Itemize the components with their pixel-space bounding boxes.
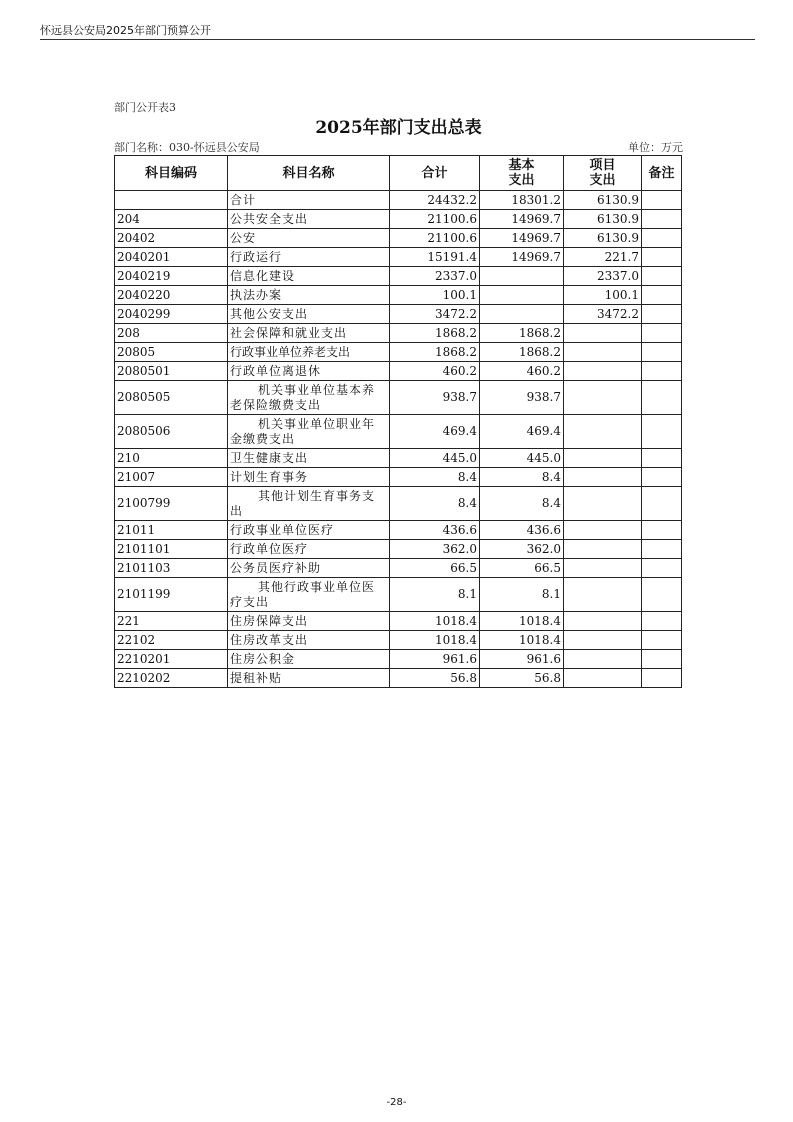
row-total: 15191.4 — [390, 248, 480, 267]
row-remark — [642, 521, 682, 540]
header-rule — [40, 39, 755, 40]
row-basic: 56.8 — [480, 669, 564, 688]
table-header-row — [115, 156, 682, 191]
row-name: 信息化建设 — [228, 267, 390, 286]
row-total: 8.1 — [390, 578, 480, 612]
page-title: 2025年部门支出总表 — [315, 118, 482, 138]
row-basic: 1868.2 — [480, 324, 564, 343]
row-code: 2040220 — [115, 286, 228, 305]
row-total: 436.6 — [390, 521, 480, 540]
row-remark — [642, 267, 682, 286]
row-basic: 460.2 — [480, 362, 564, 381]
row-remark — [642, 631, 682, 650]
row-name: 其他行政事业单位医疗支出 — [228, 578, 390, 612]
header-basic-line1: 基本 — [508, 158, 535, 173]
table-row — [115, 229, 682, 248]
row-project: 6130.9 — [564, 210, 642, 229]
row-name: 行政单位医疗 — [228, 540, 390, 559]
row-total: 1868.2 — [390, 324, 480, 343]
header-name: 科目名称 — [228, 156, 390, 191]
row-project — [564, 578, 642, 612]
row-total: 961.6 — [390, 650, 480, 669]
row-project — [564, 324, 642, 343]
row-remark — [642, 468, 682, 487]
row-name: 社会保障和就业支出 — [228, 324, 390, 343]
row-project — [564, 343, 642, 362]
row-name: 住房公积金 — [228, 650, 390, 669]
table-row — [115, 650, 682, 669]
row-project: 100.1 — [564, 286, 642, 305]
row-name: 机关事业单位职业年金缴费支出 — [228, 415, 390, 449]
row-total: 56.8 — [390, 669, 480, 688]
row-project — [564, 487, 642, 521]
table-row — [115, 343, 682, 362]
row-name: 卫生健康支出 — [228, 449, 390, 468]
header-project-line2: 支出 — [589, 173, 616, 188]
row-project — [564, 612, 642, 631]
table-row — [115, 468, 682, 487]
table-code-label: 部门公开表3 — [114, 101, 176, 114]
row-code: 2210202 — [115, 669, 228, 688]
row-basic: 14969.7 — [480, 210, 564, 229]
row-code: 2101101 — [115, 540, 228, 559]
row-code: 20402 — [115, 229, 228, 248]
row-code: 2101199 — [115, 578, 228, 612]
row-basic: 436.6 — [480, 521, 564, 540]
row-total: 21100.6 — [390, 210, 480, 229]
row-remark — [642, 286, 682, 305]
row-remark — [642, 415, 682, 449]
table-row — [115, 210, 682, 229]
row-remark — [642, 210, 682, 229]
table-row — [115, 362, 682, 381]
row-code: 2210201 — [115, 650, 228, 669]
row-code: 21007 — [115, 468, 228, 487]
table-row — [115, 267, 682, 286]
row-name: 行政事业单位医疗 — [228, 521, 390, 540]
row-basic: 961.6 — [480, 650, 564, 669]
table-row — [115, 248, 682, 267]
header-basic-line2: 支出 — [508, 173, 535, 188]
row-basic: 1868.2 — [480, 343, 564, 362]
table-row — [115, 381, 682, 415]
row-total: 24432.2 — [390, 191, 480, 210]
row-name: 公共安全支出 — [228, 210, 390, 229]
table-row — [115, 191, 682, 210]
row-code: 2080506 — [115, 415, 228, 449]
table-row — [115, 305, 682, 324]
row-basic: 18301.2 — [480, 191, 564, 210]
row-name: 住房保障支出 — [228, 612, 390, 631]
row-basic — [480, 286, 564, 305]
row-name: 其他计划生育事务支出 — [228, 487, 390, 521]
header-total: 合计 — [390, 156, 480, 191]
row-name: 公安 — [228, 229, 390, 248]
row-remark — [642, 487, 682, 521]
row-project — [564, 650, 642, 669]
row-code: 2040299 — [115, 305, 228, 324]
row-project — [564, 521, 642, 540]
row-remark — [642, 343, 682, 362]
row-basic — [480, 305, 564, 324]
row-remark — [642, 669, 682, 688]
header-project — [564, 156, 642, 191]
header-basic — [480, 156, 564, 191]
row-remark — [642, 248, 682, 267]
row-code: 2040201 — [115, 248, 228, 267]
row-total: 21100.6 — [390, 229, 480, 248]
row-project: 2337.0 — [564, 267, 642, 286]
row-project — [564, 669, 642, 688]
header-remark: 备注 — [642, 156, 682, 191]
row-basic — [480, 267, 564, 286]
running-header: 怀远县公安局2025年部门预算公开 — [40, 24, 211, 37]
header-project-line1: 项目 — [589, 158, 616, 173]
row-project — [564, 468, 642, 487]
row-remark — [642, 305, 682, 324]
row-remark — [642, 324, 682, 343]
row-code: 221 — [115, 612, 228, 631]
row-basic: 14969.7 — [480, 229, 564, 248]
table-row — [115, 415, 682, 449]
row-name: 执法办案 — [228, 286, 390, 305]
row-code: 21011 — [115, 521, 228, 540]
row-total: 3472.2 — [390, 305, 480, 324]
row-remark — [642, 362, 682, 381]
table-row — [115, 612, 682, 631]
table-row — [115, 540, 682, 559]
row-basic: 8.1 — [480, 578, 564, 612]
row-total: 445.0 — [390, 449, 480, 468]
row-name: 行政单位离退休 — [228, 362, 390, 381]
row-basic: 1018.4 — [480, 612, 564, 631]
row-name: 其他公安支出 — [228, 305, 390, 324]
row-name: 行政运行 — [228, 248, 390, 267]
table-row — [115, 631, 682, 650]
row-code: 208 — [115, 324, 228, 343]
row-remark — [642, 449, 682, 468]
row-code: 204 — [115, 210, 228, 229]
row-code: 22102 — [115, 631, 228, 650]
table-row — [115, 669, 682, 688]
row-project — [564, 559, 642, 578]
row-remark — [642, 559, 682, 578]
row-project — [564, 362, 642, 381]
row-basic: 362.0 — [480, 540, 564, 559]
row-basic: 8.4 — [480, 468, 564, 487]
row-total: 8.4 — [390, 468, 480, 487]
table-row — [115, 286, 682, 305]
row-project — [564, 415, 642, 449]
row-remark — [642, 612, 682, 631]
row-code — [115, 191, 228, 210]
row-basic: 1018.4 — [480, 631, 564, 650]
row-total: 66.5 — [390, 559, 480, 578]
row-name: 行政事业单位养老支出 — [228, 343, 390, 362]
row-total: 100.1 — [390, 286, 480, 305]
row-code: 210 — [115, 449, 228, 468]
row-code: 2080501 — [115, 362, 228, 381]
row-basic: 66.5 — [480, 559, 564, 578]
row-code: 20805 — [115, 343, 228, 362]
row-basic: 14969.7 — [480, 248, 564, 267]
expenditure-table — [114, 155, 682, 688]
row-code: 2080505 — [115, 381, 228, 415]
table-row — [115, 578, 682, 612]
page-number: -28- — [386, 1097, 407, 1108]
row-name: 提租补贴 — [228, 669, 390, 688]
row-project — [564, 381, 642, 415]
table-row — [115, 487, 682, 521]
row-project: 6130.9 — [564, 191, 642, 210]
row-name: 住房改革支出 — [228, 631, 390, 650]
row-basic: 469.4 — [480, 415, 564, 449]
row-code: 2101103 — [115, 559, 228, 578]
row-total: 8.4 — [390, 487, 480, 521]
row-remark — [642, 540, 682, 559]
row-remark — [642, 650, 682, 669]
header-code: 科目编码 — [115, 156, 228, 191]
row-remark — [642, 191, 682, 210]
row-name: 计划生育事务 — [228, 468, 390, 487]
row-name: 机关事业单位基本养老保险缴费支出 — [228, 381, 390, 415]
table-row — [115, 521, 682, 540]
row-project: 3472.2 — [564, 305, 642, 324]
row-project: 6130.9 — [564, 229, 642, 248]
row-basic: 938.7 — [480, 381, 564, 415]
row-total: 1868.2 — [390, 343, 480, 362]
unit-label: 单位：万元 — [628, 141, 683, 154]
row-total: 2337.0 — [390, 267, 480, 286]
department-name: 部门名称：030-怀远县公安局 — [114, 141, 260, 154]
row-total: 469.4 — [390, 415, 480, 449]
row-total: 362.0 — [390, 540, 480, 559]
table-row — [115, 324, 682, 343]
row-remark — [642, 578, 682, 612]
table-row — [115, 559, 682, 578]
row-total: 1018.4 — [390, 612, 480, 631]
row-code: 2100799 — [115, 487, 228, 521]
row-remark — [642, 229, 682, 248]
row-project — [564, 540, 642, 559]
row-remark — [642, 381, 682, 415]
row-project — [564, 449, 642, 468]
row-basic: 445.0 — [480, 449, 564, 468]
row-total: 460.2 — [390, 362, 480, 381]
row-name: 公务员医疗补助 — [228, 559, 390, 578]
row-basic: 8.4 — [480, 487, 564, 521]
row-project — [564, 631, 642, 650]
row-total: 1018.4 — [390, 631, 480, 650]
row-project: 221.7 — [564, 248, 642, 267]
row-name: 合计 — [228, 191, 390, 210]
row-code: 2040219 — [115, 267, 228, 286]
table-row — [115, 449, 682, 468]
row-total: 938.7 — [390, 381, 480, 415]
